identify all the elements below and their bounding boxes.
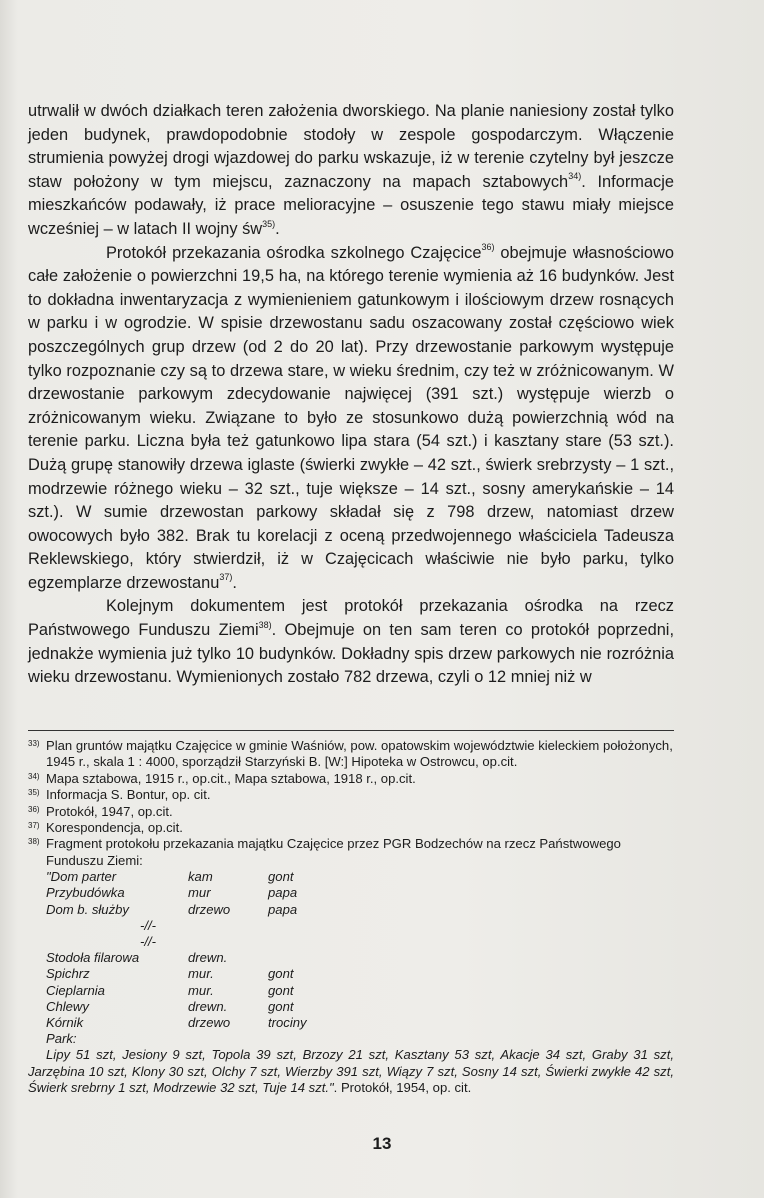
park-label: Park: bbox=[46, 1031, 77, 1047]
page-number: 13 bbox=[372, 1134, 392, 1153]
building-name: Przybudówka bbox=[46, 885, 125, 901]
roof-material: gont bbox=[268, 982, 294, 998]
footnote-text: Fragment protokołu przekazania majątku Czajęcice przez PGR Bodzechów na rzecz Państwowego Funduszu Ziemi: bbox=[46, 836, 621, 868]
footnote bbox=[28, 787, 674, 803]
footnote-ref: 37) bbox=[219, 572, 233, 583]
footnote bbox=[28, 836, 674, 869]
building-material: kam bbox=[188, 869, 213, 885]
footnote-text: Mapa sztabowa, 1915 r., op.cit., Mapa sztabowa, 1918 r., op.cit. bbox=[46, 770, 416, 786]
building-name: "Dom parter bbox=[46, 869, 117, 885]
footnote-mark: 35) bbox=[28, 788, 40, 798]
text-run: . bbox=[275, 219, 280, 238]
building-material: mur. bbox=[188, 982, 214, 998]
roof-material bbox=[268, 950, 388, 966]
footnotes bbox=[28, 738, 674, 1097]
text-run: utrwalił w dwóch działkach teren założenia dworskiego. Na planie naniesiony został tylko jeden budynek, prawdopodobnie stodoły w zespole gospodarczym. Włączenie strumienia powyżej drogi wjazdowej do parku wskazuje, iż w terenie czytelny był jeszcze staw położony w tym miejscu, zaznaczony na mapach sztabowych bbox=[28, 102, 674, 191]
text-run: . Informacje mieszkańców podawały, iż prace melioracyjne – osuszenie tego stawu miały miejsce wcześniej – w latach II wojny św bbox=[28, 172, 674, 238]
text-run: Kolejnym dokumentem jest protokół przekazania ośrodka na rzecz Państwowego Funduszu Ziemi bbox=[28, 597, 674, 640]
park-tree-list bbox=[28, 1047, 674, 1096]
footnote-text: Informacja S. Bontur, op. cit. bbox=[46, 787, 211, 803]
park-source: . Protokół, 1954, op. cit. bbox=[333, 1080, 472, 1096]
building-material: mur. bbox=[188, 966, 214, 982]
inventory-row bbox=[28, 902, 674, 918]
building-material: drewn. bbox=[188, 950, 228, 966]
inventory-row bbox=[28, 999, 674, 1015]
roof-material: papa bbox=[268, 885, 298, 901]
roof-material: gont bbox=[268, 966, 294, 982]
footnote-ref: 36) bbox=[481, 242, 495, 253]
inventory-row bbox=[28, 1015, 674, 1031]
text-run: . Obejmuje on ten sam teren co protokół poprzedni, jednakże wymienia już tylko 10 budynków. Dokładny spis drzew parkowych nie rozróżnia wieku drzewostanu. Wymienionych zostało 782 drzewa, czyli o 12 mniej niż w bbox=[28, 621, 675, 687]
footnote-mark: 37) bbox=[28, 821, 40, 831]
text-run: . bbox=[232, 573, 237, 592]
building-name: Stodoła filarowa bbox=[46, 950, 140, 966]
building-name: Chlewy bbox=[46, 998, 89, 1014]
inventory-row bbox=[28, 983, 674, 999]
roof-material: gont bbox=[268, 869, 294, 885]
footnote-separator bbox=[28, 730, 674, 731]
roof-material: trociny bbox=[268, 1015, 307, 1031]
building-material: drewn. bbox=[188, 998, 228, 1014]
footnote bbox=[28, 804, 674, 820]
inventory-table bbox=[28, 869, 674, 1047]
footnote-text: Plan gruntów majątku Czajęcice w gminie Waśniów, pow. opatowskim województwie kieleckiem położonych, 1945 r., skala 1 : 4000, sporządził Starzyński B. [W:] Hipoteka w Ostrowcu, op.cit. bbox=[46, 738, 673, 770]
inventory-row bbox=[28, 966, 674, 982]
building-material: mur bbox=[188, 885, 211, 901]
building-name: Kórnik bbox=[46, 1015, 84, 1031]
building-name: Cieplarnia bbox=[46, 982, 105, 998]
inventory-row bbox=[28, 885, 674, 901]
footnote-ref: 38) bbox=[258, 619, 272, 630]
footnote-list bbox=[28, 738, 674, 869]
park-tree-items: Lipy 51 szt, Jesiony 9 szt, Topola 39 szt, Brzozy 21 szt, Kasztany 53 szt, Akacje 34 szt, Graby 31 szt, Jarzębina 10 szt, Klony 30 szt, Olchy 7 szt, Wierzby 391 szt, Wiązy 7 szt, Sosny 14 szt, Świerki zwykłe 42 szt, Świerk srebrny 1 szt, Modrzewie 32 szt, Tuje 14 szt." bbox=[28, 1047, 674, 1096]
footnote bbox=[28, 820, 674, 836]
inventory-rows-b bbox=[28, 950, 674, 1031]
building-name: Spichrz bbox=[46, 966, 90, 982]
footnote-ref: 34) bbox=[568, 171, 582, 182]
paragraph bbox=[28, 595, 674, 689]
inventory-rows-a bbox=[28, 869, 674, 918]
footnote-ref: 35) bbox=[262, 218, 276, 229]
footnote bbox=[28, 738, 674, 771]
text-run: obejmuje własnościowo całe założenie o powierzchni 19,5 ha, na którego terenie wymienia aż 16 budynków. Jest to dokładna inwentaryzacja z wymienieniem gatunkowym i ilościowym drzew rosnących w parku i w ogrodzie. W spisie drzewostanu sadu oszacowany został częściowo wiek poszczególnych grup drzew (od 2 do 20 lat). Przy drzewostanie parkowym występuje tylko rozpoznanie czy są to drzewa stare, w wieku średnim, czy też w zróżnicowanym. W drzewostanie parkowym zdecydowanie najwięcej (391 szt.) występuje wierzb o zróżnicowanym wieku. Związane to było ze stosunkowo dużą powierzchnią wód na terenie parku. Liczna była też gatunkowo lipa stara (54 szt.) i kasztany stare (53 szt.). Dużą grupę stanowiły drzewa iglaste (świerki zwykłe – 42 szt., świerk srebrzysty – 1 szt., modrzewie różnego wieku – 32 szt., tuje większe – 14 szt., sosny amerykańskie – 14 szt.). W sumie drzewostan parkowy składał się z 798 drzew, natomiast drzew owocowych było 382. Brak tu korelacji z oceną przedwojennego właściciela Tadeusza Reklewskiego, który stwierdził, iż w Czajęcicach właściwie nie było parku, tylko egzemplarze drzewostanu bbox=[28, 243, 674, 592]
main-text bbox=[28, 100, 674, 690]
inventory-row bbox=[28, 869, 674, 885]
footnote-mark: 33) bbox=[28, 739, 40, 748]
roof-material: gont bbox=[268, 998, 294, 1014]
ditto-mark: -//- bbox=[140, 917, 156, 933]
building-material: drzewo bbox=[188, 901, 231, 917]
footnote-mark: 36) bbox=[28, 804, 40, 814]
ditto-mark: -//- bbox=[140, 934, 156, 950]
text-run: Protokół przekazania ośrodka szkolnego Czajęcice bbox=[106, 243, 482, 262]
footnote bbox=[28, 771, 674, 787]
roof-material: papa bbox=[268, 901, 298, 917]
inventory-row bbox=[28, 950, 674, 966]
building-material: drzewo bbox=[188, 1015, 231, 1031]
footnote-mark: 34) bbox=[28, 771, 40, 781]
building-name: Dom b. służby bbox=[46, 901, 129, 917]
paragraph bbox=[28, 100, 674, 242]
footnote-text: Korespondencja, op.cit. bbox=[46, 820, 183, 836]
footnote-text: Protokół, 1947, op.cit. bbox=[46, 803, 173, 819]
paragraph bbox=[28, 242, 674, 596]
footnote-mark: 38) bbox=[28, 837, 40, 847]
